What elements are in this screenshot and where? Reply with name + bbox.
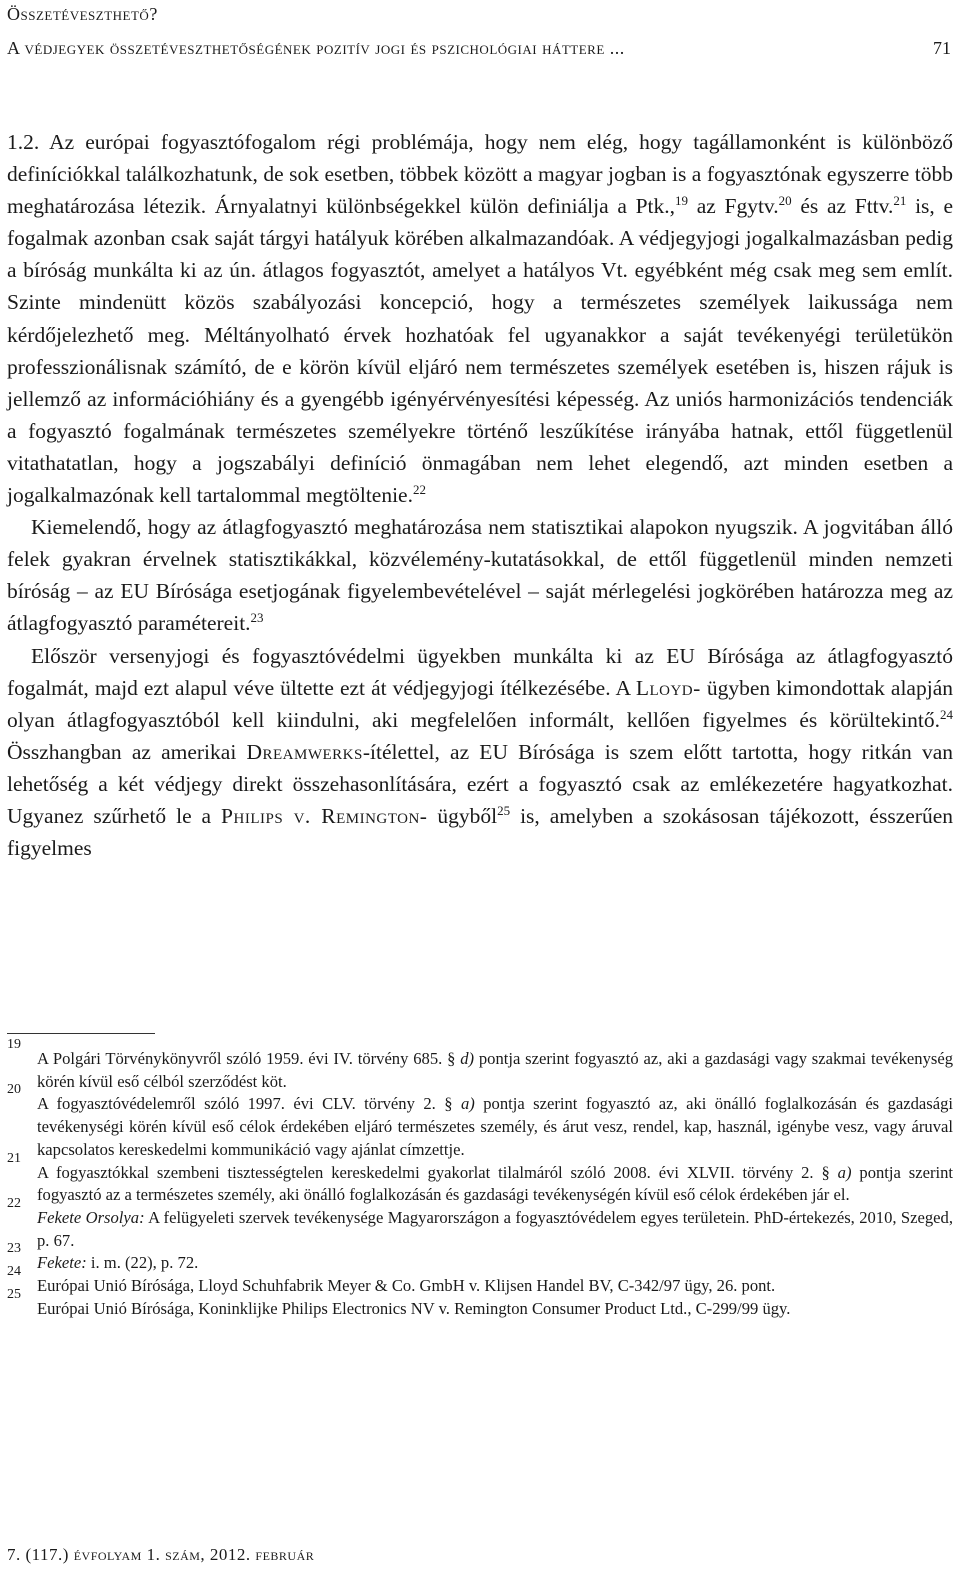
body-text <box>7 126 953 864</box>
page-number: 71 <box>933 38 951 58</box>
footnote-20: 20 A fogyasztóvédelemről szóló 1997. évi CLV. törvény 2. § a) pontja szerint fogyasztó az, aki önálló foglalkozásán és gazdasági tevékenységi körén kívül eső célok érdekében eljáró természetes személy, és árut vesz, rendel, kap, használ, igénybe vesz, vagy áruval kapcsolatos kereskedelmi kommunikáció vagy ajánlat címzettje. <box>7 1082 954 1159</box>
footnote-ref-21[interactable]: 21 <box>893 193 907 209</box>
footnote-ref-20[interactable]: 20 <box>778 193 792 209</box>
footnote-19: 19 A Polgári Törvénykönyvről szóló 1959. évi IV. törvény 685. § d) pontja szerint fogyasztó az, aki a gazdasági vagy szakmai tevékenység körén kívül eső célból szerződést köt. <box>7 1037 954 1091</box>
running-subtitle-text: A védjegyek összetéveszthetőségének pozitív jogi és pszichológiai háttere ... <box>7 38 625 58</box>
page <box>7 0 953 1575</box>
footnote-ref-24[interactable]: 24 <box>940 706 953 722</box>
paragraph-2: Kiemelendő, hogy az átlagfogyasztó meghatározása nem statisztikai alapokon nyugszik. A jogvitában álló felek gyakran érvelnek statisztikákkal, közvélemény-kutatásokkal, de ettől függetlenül minden nemzeti bíróság – az EU Bírósága esetjogának figyelembevételével – saját mérlegelési jogkörében határozza meg az átlagfogyasztó paramétereit.$^{23}$ <box>7 515 953 636</box>
case-name-lloyd: Lloyd- <box>635 675 701 700</box>
footnote-25: 25 Európai Unió Bírósága, Koninklijke Philips Electronics NV v. Remington Consumer Product Ltd., C-299/99 ügy. <box>7 1286 791 1318</box>
footnote-23: 23 Fekete: i. m. (22), p. 72. <box>7 1241 199 1273</box>
footnote-ref-22[interactable]: 22 <box>412 481 426 497</box>
paragraph-3: Először versenyjogi és fogyasztóvédelmi ügyekben munkálta ki az EU Bírósága az átlagfogyasztó fogalmát, majd ezt alapul véve ültette ezt át védjegyjogi ítélkezésébe. A Lloyd- ügyben kimondottak alapján olyan átlagfogyasztóból kell kiindulni, aki megfelelően informált, kellően figyelmes és körültekintő.$^{24}$ Összhangban az amerikai Dreamwerks-ítélettel, az EU Bírósága is szem előtt tartotta, hogy ritkán van lehetőség a két védjegy direkt összehasonlítására, ezért a fogyasztó csak az emlékezetére hagyatkozhat. Ugyanez szűrhető le a Philips v. Remington- ügyből$^{25}$ is, amelyben a szokásosan tájékozott, ésszerűen figyelmes <box>7 643 954 861</box>
issue-footer: 7. (117.) évfolyam 1. szám, 2012. február <box>7 1545 315 1564</box>
footnotes <box>7 1037 954 1320</box>
case-name-philips: Philips v. Remington- <box>221 803 428 828</box>
footnote-ref-19[interactable]: 19 <box>675 193 689 209</box>
footnote-22: 22 Fekete Orsolya: A felügyeleti szervek tevékenysége Magyarországon a fogyasztóvédelem egyes területein. PhD-értekezés, 2010, Szeged, p. 67. <box>7 1195 953 1250</box>
footnote-divider <box>7 1033 155 1034</box>
footnote-ref-23[interactable]: 23 <box>250 610 264 626</box>
footnote-24: 24 Európai Unió Bírósága, Lloyd Schuhfabrik Meyer & Co. GmbH v. Klijsen Handel BV, C-342/97 ügy, 26. pont. <box>7 1264 776 1296</box>
paragraph-1: 1.2. Az európai fogyasztófogalom régi problémája, hogy nem elég, hogy tagállamonként is különböző definíciókkal találkozhatunk, de sok esetben, többek között a magyar jogban is a fogyasztónak egyszerre több meghatározása létezik. Árnyalatnyi különbségekkel külön definiálja a Ptk.,$^{19}$ az Fgytv.$^{20}$ és az Fttv.$^{21}$ is, e fogalmak azonban csak saját tárgyi hatályuk körében alkalmazandóak. A védjegyjogi jogalkalmazásban pedig a bíróság munkálta ki az ún. átlagos fogyasztót, amelyet a hatályos Vt. egyébként még csak meg sem említ. Szinte mindenütt közös szabályozási koncepció, hogy a természetes személyek laikussága nem kérdőjelezhető meg. Méltányolható érvek hozhatóak fel ugyanakkor a saját tevékenyégi területükön professzionálisnak számító, de e körön kívül eljáró nem természetes személyek esetében is, hiszen rájuk is jellemző az információhiány és a gyengébb igényérvényesítési képesség. Az uniós harmonizációs tendenciák a fogyasztó fogalmának természetes személyekre történő leszűkítése irányába hatnak, ettől függetlenül vitathatatlan, hogy a jogszabályi definíció önmagában nem lehet elegendő, azt minden esetben a jogalkalmazónak kell tartalommal megtöltenie.$^{22}$ <box>7 130 954 508</box>
footnote-21: 21 A fogyasztókkal szembeni tisztességtelen kereskedelmi gyakorlat tilalmáról szóló 2008. évi XLVII. törvény 2. § a) pontja szerint fogyasztó az a természetes személy, aki önálló foglalkozásán és gazdasági tevékenységén kívül eső célok érdekében jár el. <box>7 1150 953 1205</box>
footnote-ref-25[interactable]: 25 <box>497 802 511 818</box>
running-subtitle <box>7 38 951 59</box>
running-title: Összetéveszthető? <box>7 4 158 24</box>
case-name-dreamwerks: Dreamwerks <box>246 739 363 764</box>
